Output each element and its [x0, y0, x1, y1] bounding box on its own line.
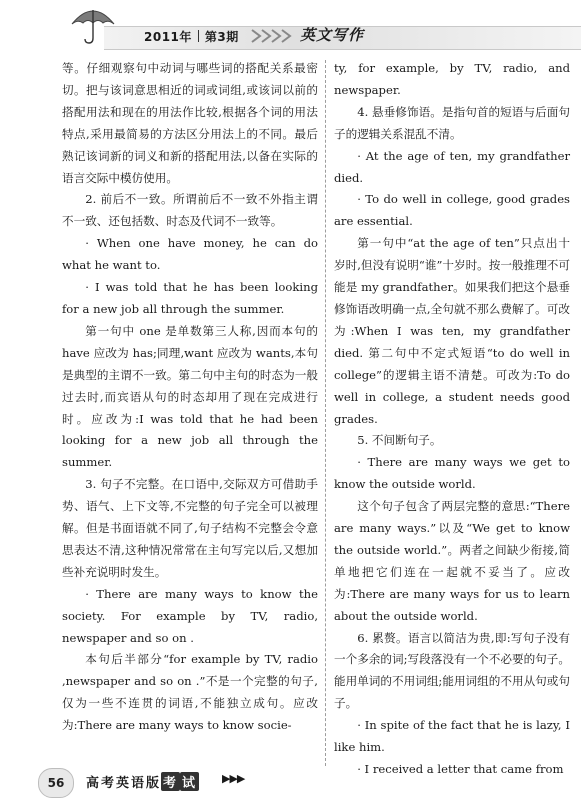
section-title: 英文写作 [300, 26, 365, 44]
page-footer [0, 766, 581, 800]
paragraph: 4. 悬垂修饰语。是指句首的短语与后面句子的逻辑关系混乱不清。 [334, 104, 570, 141]
example-sentence: · I was told that he has been looking for a new job all through the summer. [62, 280, 318, 316]
example-sentence: · In spite of the fact that he is lazy, I like him. [334, 718, 570, 755]
issue-number: 第3期 [204, 30, 239, 44]
example-sentence: · At the age of ten, my grandfather died. [334, 148, 570, 185]
example-sentence: · To do well in college, good grades are essential. [334, 192, 570, 229]
page-header [0, 0, 581, 48]
magazine-title-text: 高考英语版 [86, 776, 162, 791]
paragraph: 第一句中 one 是单数第三人称,因而本句的 have 应改为 has;同理,want 应改为 wants,本句是典型的主谓不一致。第二句中主句的时态为一般过去时,而宾语从句的时态却用了现在完成进行时。应改为:I was told that he had been looking for a new job all through the summer. [62, 323, 318, 470]
paragraph: 6. 累赘。语言以简洁为贵,即:写句子没有一个多余的词;写段落没有一个不必要的句子。能用单词的不用词组;能用词组的不用从句或句子。 [334, 630, 570, 711]
paragraph: 第一句中“at the age of ten”只点出十岁时,但没有说明“谁”十岁时。按一般推理不可能是 my grandfather。如果我们把这个悬垂修饰语改明确一点,全句就不那么费解了。可改为:When I was ten, my grandfather died. 第二句中不定式短语“to do well in college”的逻辑主语不清楚。可改为:To do well in college, a student needs good grades. [334, 236, 570, 426]
paragraph: 2. 前后不一致。所谓前后不一致不外指主谓不一致、还包括数、时态及代词不一致等。 [62, 192, 318, 229]
paragraph: 3. 句子不完整。在口语中,交际双方可借助手势、语气、上下文等,不完整的句子完全可以被理解。但是书面语就不同了,句子结构不完整会令意思表达不清,这种情况常常在主句写完以后,又想加些补充说明时发生。 [62, 477, 318, 579]
issue-label [144, 28, 239, 45]
chevron-arrows-icon [250, 28, 294, 44]
magazine-badge-kao: 考 [161, 772, 180, 791]
left-column [62, 58, 318, 737]
example-sentence: · There are many ways we get to know the outside world. [334, 455, 570, 492]
paragraph: 本句后半部分“for example by TV, radio ,newspaper and so on .”不是一个完整的句子,仅为一些不连贯的词语,不能独立成句。应改为:There are many ways to know socie- [62, 652, 318, 733]
paragraph: 这个句子包含了两层完整的意思:“There are many ways.”以及“We get to know the outside world.”。两者之间缺少衔接,简单地把它们连在一起就不妥当了。应改为:There are many ways for us to learn about the outside world. [334, 499, 570, 623]
paragraph: 等。仔细观察句中动词与哪些词的搭配关系最密切。把与该词意思相近的词或词组,或该词以前的搭配用法和现在的用法作比较,根据各个词的用法特点,采用最简易的方法区分用法上的不同。最后熟记该词新的词义和新的搭配用法,以备在实际的语言交际中模仿使用。 [62, 61, 318, 185]
triple-arrow-icon: ▶▶▶ [222, 772, 245, 785]
example-sentence: · There are many ways to know the society. For example by TV, radio, newspaper and so on . [62, 586, 318, 645]
year-label: 2011年 [144, 30, 192, 44]
example-sentence: · When one have money, he can do what he want to. [62, 236, 318, 273]
paragraph: ty, for example, by TV, radio, and newspaper. [334, 61, 570, 97]
paragraph: 5. 不间断句子。 [357, 433, 442, 448]
magazine-badge-shi: 试 [180, 772, 199, 791]
right-column [334, 58, 570, 781]
page-number: 56 [38, 768, 74, 798]
example-sentence: · I received a letter that came from [357, 762, 564, 776]
magazine-title [86, 772, 199, 791]
column-divider [325, 60, 326, 766]
